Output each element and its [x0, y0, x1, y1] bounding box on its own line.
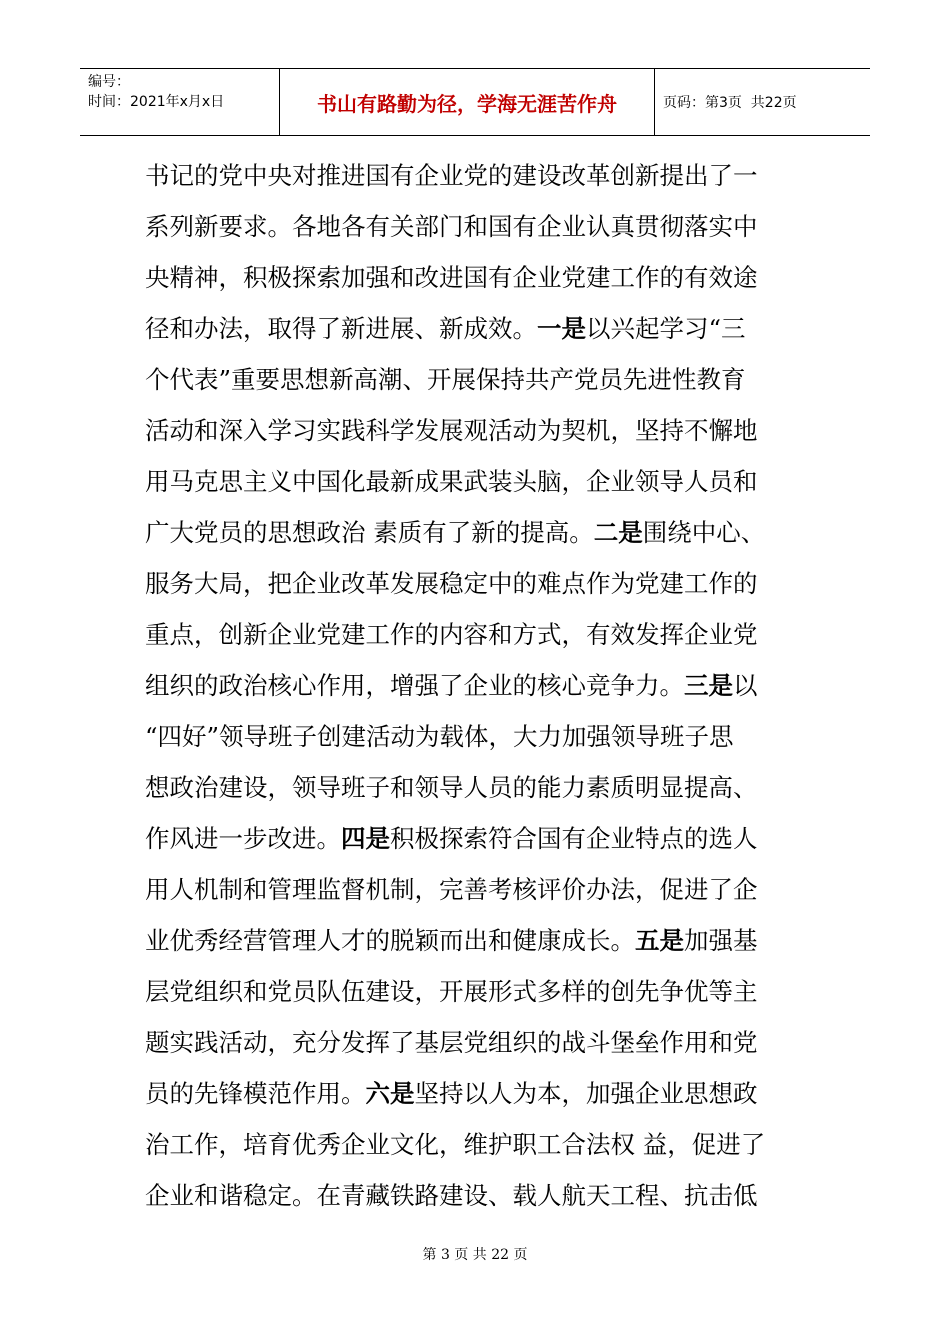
page-header: [80, 68, 870, 136]
emphasis-label: 四是: [341, 824, 390, 853]
page-footer: 第 3 页 共 22 页: [422, 1247, 528, 1263]
header-time-label: 时间：2021年x月x日: [88, 94, 225, 110]
header-meta: [88, 72, 278, 112]
emphasis-label: 五是: [635, 926, 684, 955]
header-motto: 书山有路勤为径，学海无涯苦作舟: [317, 91, 617, 116]
line-text: 业优秀经营管理人才的脱颖而出和健康成长。: [145, 926, 635, 955]
text-line: [145, 150, 825, 201]
header-page-info: 页码：第3页 共22页: [663, 95, 797, 111]
line-text-after: 加强基: [684, 926, 758, 955]
line-text: 个代表”重要思想新高潮、开展保持共产党员先进性教育: [145, 365, 746, 394]
line-text-after: 坚持以人为本，加强企业思想政: [414, 1079, 758, 1108]
line-text: 服务大局，把企业改革发展稳定中的难点作为党建工作的: [145, 569, 758, 598]
line-text: 系列新要求。各地各有关部门和国有企业认真贯彻落实中: [145, 212, 758, 241]
line-text: 径和办法，取得了新进展、新成效。: [145, 314, 537, 343]
line-text: 重点，创新企业党建工作的内容和方式，有效发挥企业党: [145, 620, 758, 649]
line-text-after: 以兴起学习“三: [586, 314, 746, 343]
text-line: [145, 813, 825, 864]
header-divider: [654, 69, 655, 135]
line-text: 书记的党中央对推进国有企业党的建设改革创新提出了一: [145, 161, 758, 190]
text-line: [145, 762, 825, 813]
emphasis-label: 二是: [593, 518, 643, 547]
line-text: “四好”领导班子创建活动为载体，大力加强领导班子思: [145, 722, 734, 751]
text-line: [145, 507, 825, 558]
text-line: [145, 660, 825, 711]
text-line: [145, 711, 825, 762]
text-line: [145, 303, 825, 354]
text-line: [145, 1068, 825, 1119]
text-line: [145, 1017, 825, 1068]
line-text: 员的先锋模范作用。: [145, 1079, 366, 1108]
line-text-after: 积极探索符合国有企业特点的选人: [390, 824, 758, 853]
emphasis-label: 三是: [684, 671, 733, 700]
text-line: [145, 1170, 825, 1221]
text-line: [145, 201, 825, 252]
text-line: [145, 558, 825, 609]
text-line: [145, 915, 825, 966]
line-text: 层党组织和党员队伍建设，开展形式多样的创先争优等主: [145, 977, 758, 1006]
text-line: [145, 1119, 825, 1170]
line-text: 广大党员的思想政治 素质有了新的提高。: [145, 518, 594, 547]
line-text: 企业和谐稳定。在青藏铁路建设、载人航天工程、抗击低: [145, 1181, 758, 1210]
header-number-label: 编号：: [88, 74, 130, 90]
line-text: 活动和深入学习实践科学发展观活动为契机，坚持不懈地: [145, 416, 758, 445]
text-line: [145, 354, 825, 405]
line-text: 作风进一步改进。: [145, 824, 341, 853]
line-text: 央精神，积极探索加强和改进国有企业党建工作的有效途: [145, 263, 758, 292]
body-text: [145, 150, 825, 1221]
line-text-after: 以: [733, 671, 758, 700]
emphasis-label: 一是: [537, 314, 586, 343]
text-line: [145, 609, 825, 660]
text-line: [145, 405, 825, 456]
line-text: 用人机制和管理监督机制，完善考核评价办法，促进了企: [145, 875, 758, 904]
emphasis-label: 六是: [365, 1079, 415, 1108]
line-text-after: 围绕中心、: [642, 518, 766, 547]
text-line: [145, 966, 825, 1017]
text-line: [145, 252, 825, 303]
line-text: 用马克思主义中国化最新成果武装头脑，企业领导人员和: [145, 467, 758, 496]
line-text: 治工作，培育优秀企业文化，维护职工合法权 益，促进了: [145, 1130, 766, 1159]
line-text: 题实践活动，充分发挥了基层党组织的战斗堡垒作用和党: [145, 1028, 758, 1057]
text-line: [145, 864, 825, 915]
line-text: 组织的政治核心作用，增强了企业的核心竞争力。: [145, 671, 684, 700]
text-line: [145, 456, 825, 507]
line-text: 想政治建设，领导班子和领导人员的能力素质明显提高、: [145, 773, 758, 802]
